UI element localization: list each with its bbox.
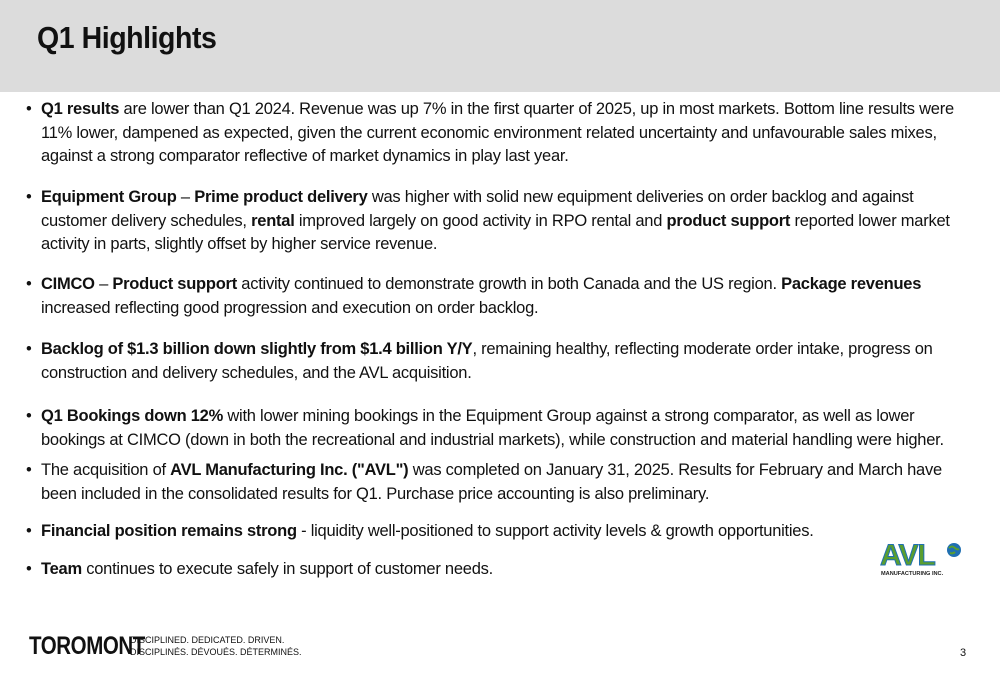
- bullet-run: was higher with solid new equipment deliveries on order backlog and against customer delivery schedules,: [41, 188, 914, 230]
- bullet-equipment-group: [26, 186, 976, 257]
- avl-wordmark: AVL: [880, 539, 935, 572]
- bullet-emphasis: Financial position remains strong: [41, 522, 297, 540]
- bullet-run: are lower than Q1 2024. Revenue was up 7% in the first quarter of 2025, up in most markets. Bottom line results were 11% lower, dampened as expected, given the current economic environment related uncertainty and unfavourable sales mixes, against a strong comparator reflective of market dynamics in play last year.: [41, 100, 954, 165]
- page-number: 3: [960, 647, 967, 659]
- bullet-cimco: [26, 273, 976, 320]
- title-band: [0, 0, 1000, 92]
- bullet-text: [41, 558, 976, 582]
- bullet-run: –: [176, 188, 195, 206]
- bullet-emphasis: Prime product delivery: [194, 188, 368, 206]
- tagline-english: DISCIPLINED. DEDICATED. DRIVEN.: [130, 635, 285, 645]
- bullet-avl-acquisition: [26, 459, 976, 506]
- bullet-backlog: [26, 338, 976, 385]
- bullet-run: improved largely on good activity in RPO rental and: [294, 211, 667, 230]
- bullet-run: reported lower market activity in parts, slightly offset by higher service revenue.: [41, 211, 950, 253]
- bullet-emphasis: Backlog of $1.3 billion down slightly from $1.4 billion Y/Y: [41, 340, 473, 358]
- bullet-bookings: [26, 405, 976, 452]
- bullet-marker: •: [26, 275, 32, 293]
- bullet-emphasis: CIMCO: [41, 275, 95, 293]
- toromont-logo: TOROMONT: [29, 632, 145, 660]
- slide-title: Q1 Highlights: [37, 20, 217, 55]
- avl-subtext: MANUFACTURING INC.: [881, 571, 944, 577]
- bullet-text: [41, 98, 976, 169]
- bullet-marker: •: [26, 461, 32, 479]
- bullet-emphasis: rental: [251, 211, 295, 230]
- bullet-run: , remaining healthy, reflecting moderate order intake, progress on construction and delivery schedules, and the AVL acquisition.: [41, 340, 933, 382]
- bullet-text: [41, 273, 976, 320]
- bullet-run: continues to execute safely in support of customer needs.: [81, 560, 493, 578]
- bullet-run: with lower mining bookings in the Equipment Group against a strong comparator, as well as lower bookings at CIMCO (down in both the recreational and industrial markets), while construction and material handling were higher.: [41, 407, 944, 449]
- bullet-run: was completed on January 31, 2025. Results for February and March have been included in the consolidated results for Q1. Purchase price accounting is also preliminary.: [41, 461, 942, 503]
- bullet-run: The acquisition of: [41, 461, 171, 479]
- bullet-emphasis: product support: [666, 211, 791, 230]
- bullet-marker: •: [26, 522, 32, 540]
- bullet-run: –: [94, 275, 113, 293]
- bullet-run: increased reflecting good progression and execution on order backlog.: [41, 298, 539, 317]
- footer-tagline: [130, 634, 302, 658]
- bullet-run: - liquidity well-positioned to support activity levels & growth opportunities.: [296, 522, 814, 540]
- bullet-emphasis: Equipment Group: [41, 188, 177, 206]
- bullet-emphasis: Team: [41, 560, 82, 578]
- avl-logo: [878, 537, 964, 579]
- bullet-text: [41, 520, 976, 544]
- bullet-text: [41, 405, 976, 452]
- tagline-french: DISCIPLINÉS. DÉVOUÉS. DÉTERMINÉS.: [130, 647, 302, 657]
- bullet-emphasis: Q1 results: [41, 100, 120, 118]
- bullet-run: activity continued to demonstrate growth in both Canada and the US region.: [236, 275, 782, 293]
- bullet-marker: •: [26, 340, 32, 358]
- bullet-marker: •: [26, 100, 32, 118]
- bullet-marker: •: [26, 407, 32, 425]
- bullet-q1-results: [26, 98, 976, 169]
- bullet-marker: •: [26, 188, 32, 206]
- bullet-text: [41, 459, 976, 506]
- bullet-emphasis: Package revenues: [781, 275, 922, 293]
- bullet-emphasis: Q1 Bookings down 12%: [41, 407, 224, 425]
- bullet-text: [41, 186, 976, 257]
- bullet-emphasis: AVL Manufacturing Inc. ("AVL"): [170, 461, 409, 479]
- bullet-emphasis: Product support: [112, 275, 237, 293]
- bullet-financial-position: [26, 520, 976, 544]
- bullet-team: [26, 558, 976, 582]
- bullet-text: [41, 338, 976, 385]
- bullet-marker: •: [26, 560, 32, 578]
